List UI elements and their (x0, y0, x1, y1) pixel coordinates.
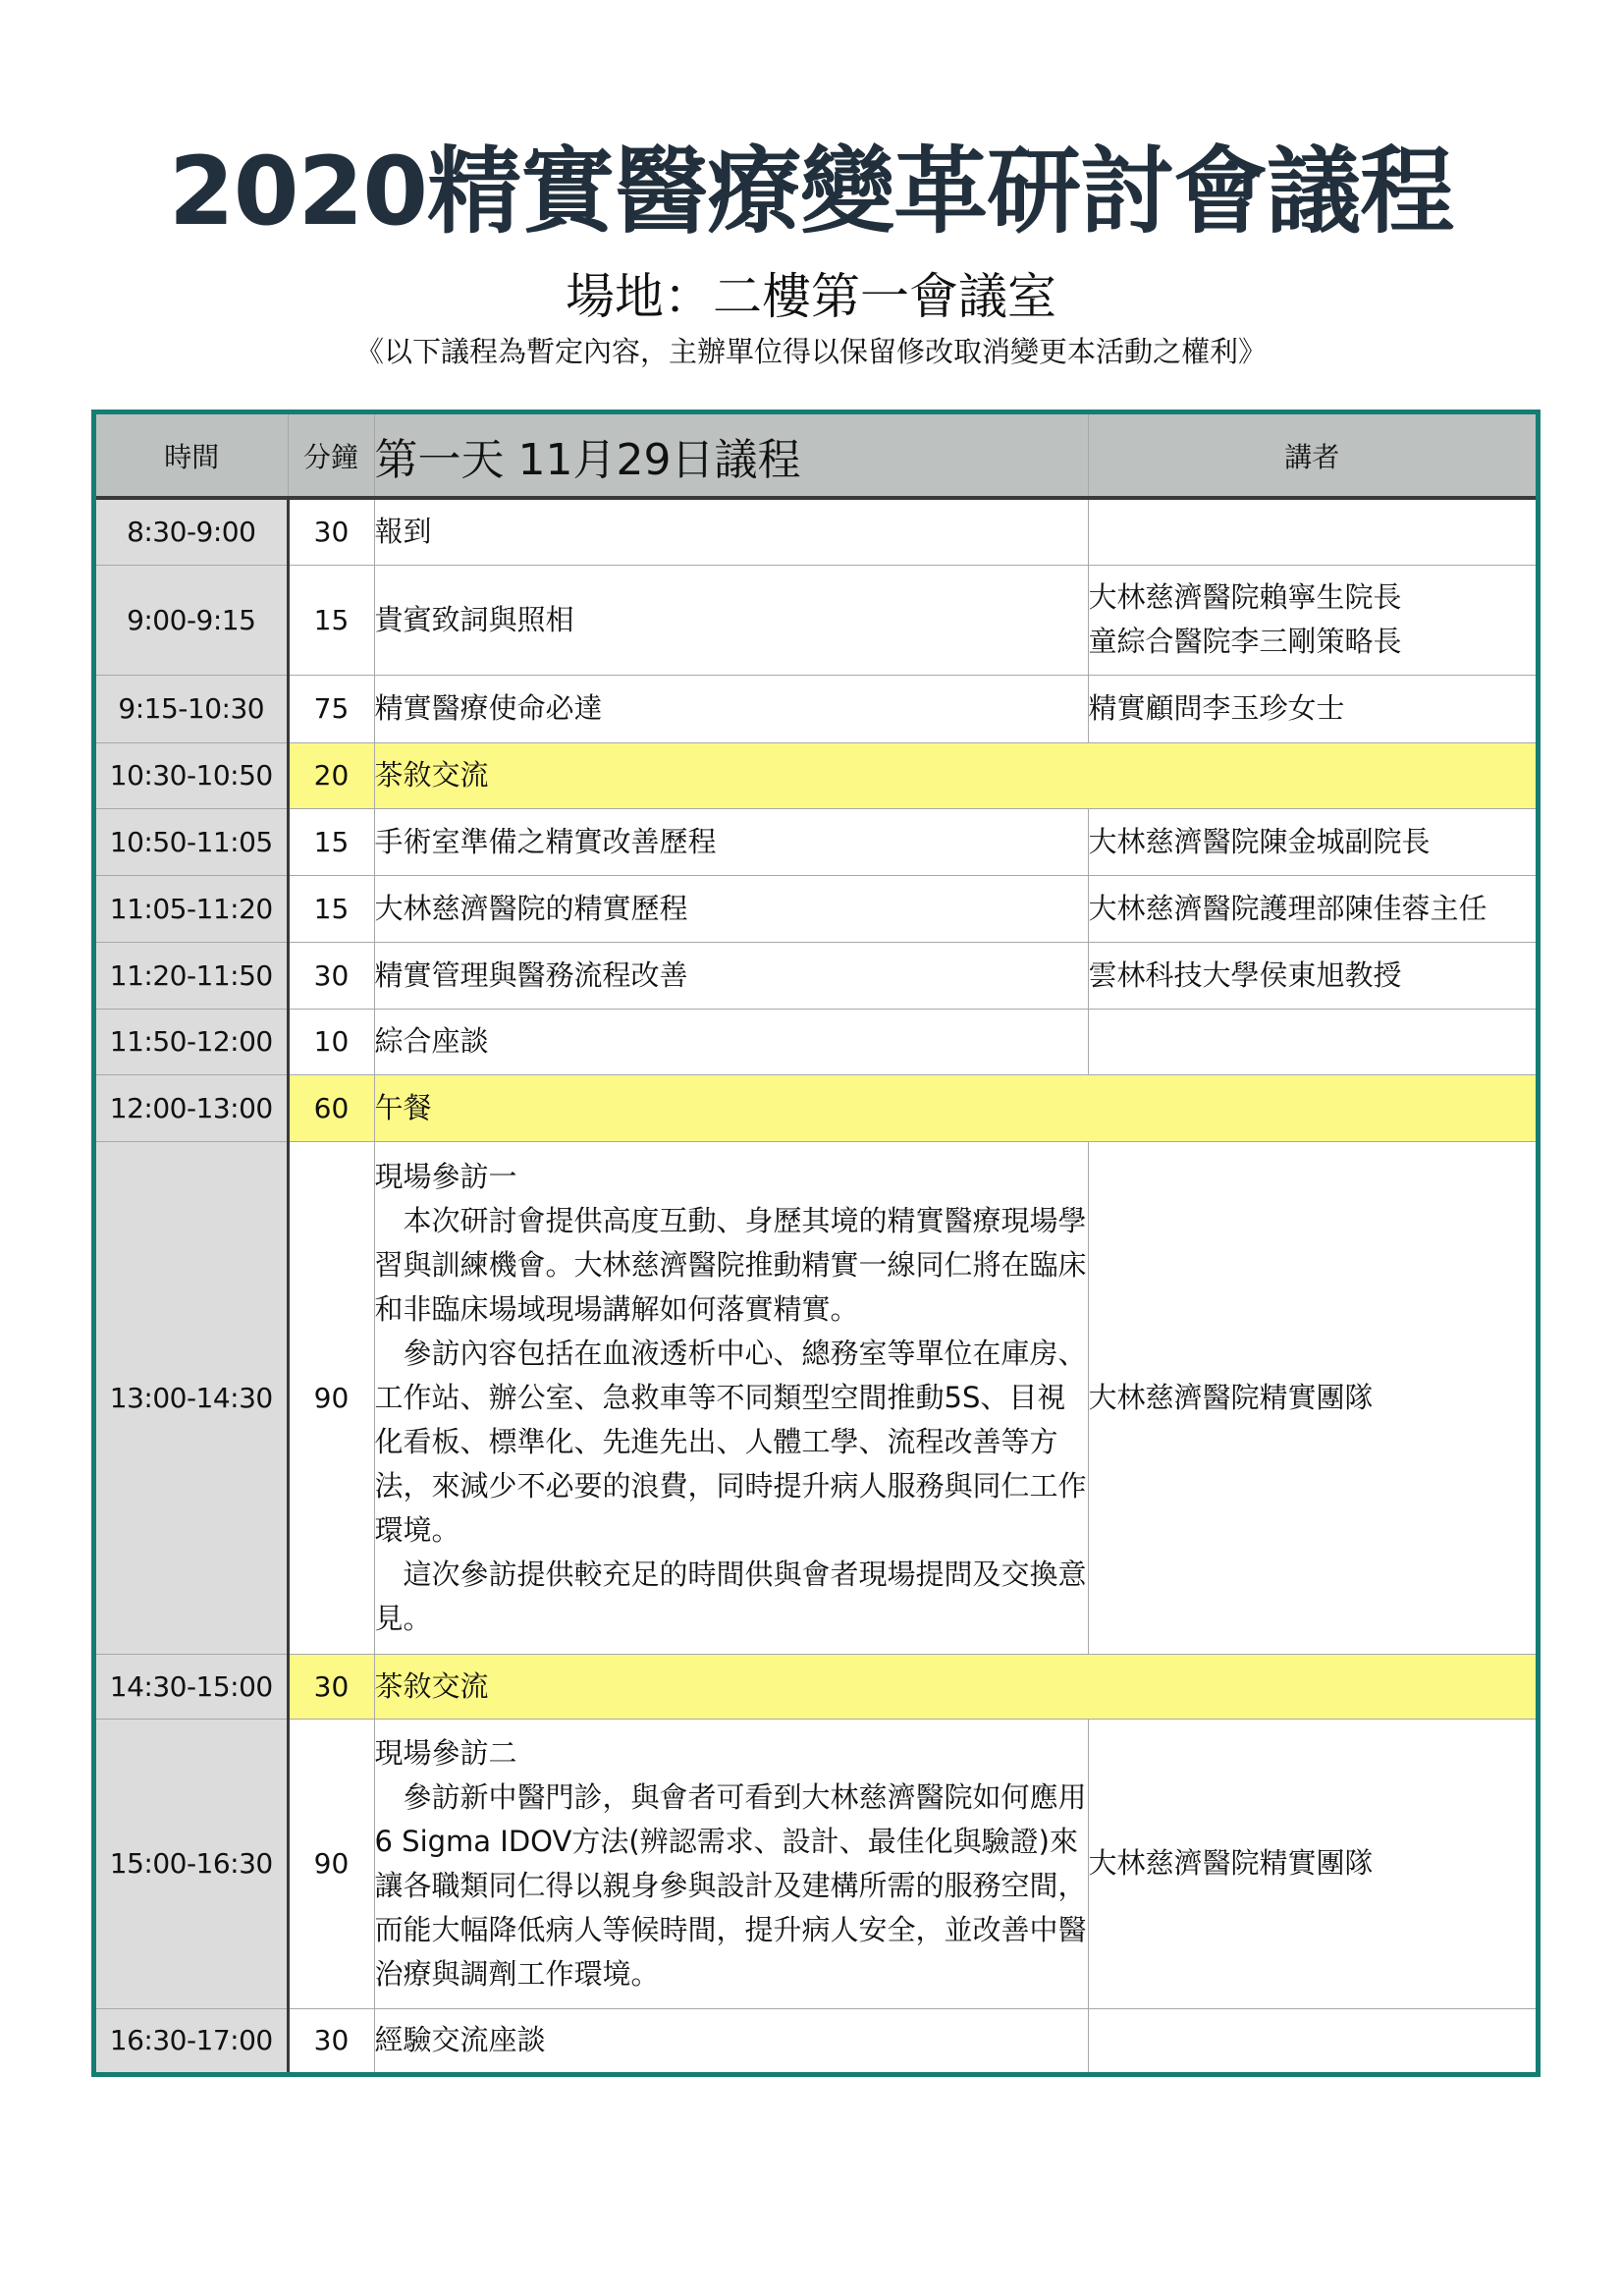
session-description: 參訪新中醫門診，與會者可看到大林慈濟醫院如何應用6 Sigma IDOV方法(辨認需求、設計、最佳化與驗證)來讓各職類同仁得以親身參與設計及建構所需的服務空間，而能大幅降低病人等候時間，提升病人安全，並改善中醫治療與調劑工作環境。 (374, 1779, 1087, 1991)
row-time: 13:00-14:30 (96, 1141, 288, 1654)
row-minutes: 15 (288, 565, 374, 675)
row-time: 9:15-10:30 (96, 675, 288, 742)
row-speaker (1088, 1009, 1536, 1074)
row-minutes: 30 (288, 498, 374, 565)
table-row (96, 1009, 1536, 1074)
row-time: 11:20-11:50 (96, 942, 288, 1009)
speaker-line: 童綜合醫院李三剛策略長 (1088, 625, 1402, 658)
row-speaker: 精實顧問李玉珍女士 (1088, 675, 1536, 742)
row-minutes: 20 (288, 742, 374, 808)
row-speaker (1088, 498, 1536, 565)
table-row (96, 808, 1536, 875)
session-description: 這次參訪提供較充足的時間供與會者現場提問及交換意見。 (374, 1557, 1087, 1635)
row-session: 茶敘交流 (374, 1654, 1536, 1719)
row-session (374, 1141, 1088, 1654)
header-time: 時間 (96, 414, 288, 498)
row-time: 10:30-10:50 (96, 742, 288, 808)
row-minutes: 75 (288, 675, 374, 742)
row-minutes: 60 (288, 1074, 374, 1141)
document-title: 2020精實醫療變革研討會議程 (168, 137, 1454, 246)
row-session: 精實醫療使命必達 (374, 675, 1088, 742)
table-row-break (96, 1074, 1536, 1141)
row-speaker: 大林慈濟醫院護理部陳佳蓉主任 (1088, 875, 1536, 942)
row-session: 貴賓致詞與照相 (374, 565, 1088, 675)
row-time: 9:00-9:15 (96, 565, 288, 675)
table-row (96, 942, 1536, 1009)
table-row (96, 565, 1536, 675)
header-session-day: 第一天 11月29日議程 (374, 414, 1088, 498)
row-speaker: 雲林科技大學侯東旭教授 (1088, 942, 1536, 1009)
agenda-table (96, 414, 1536, 2072)
table-row-break (96, 742, 1536, 808)
disclaimer-notice: 《以下議程為暫定內容，主辦單位得以保留修改取消變更本活動之權利》 (354, 335, 1267, 368)
row-session: 大林慈濟醫院的精實歷程 (374, 875, 1088, 942)
row-session: 手術室準備之精實改善歷程 (374, 808, 1088, 875)
row-session (374, 1719, 1088, 2008)
row-time: 16:30-17:00 (96, 2008, 288, 2072)
table-header-row (96, 414, 1536, 498)
speaker-line: 大林慈濟醫院賴寧生院長 (1088, 580, 1402, 614)
row-minutes: 90 (288, 1141, 374, 1654)
row-minutes: 10 (288, 1009, 374, 1074)
row-session: 茶敘交流 (374, 742, 1536, 808)
row-time: 15:00-16:30 (96, 1719, 288, 2008)
header-minutes: 分鐘 (288, 414, 374, 498)
row-speaker (1088, 565, 1536, 675)
header-speaker: 講者 (1088, 414, 1536, 498)
table-row-break (96, 1654, 1536, 1719)
row-minutes: 30 (288, 1654, 374, 1719)
row-time: 14:30-15:00 (96, 1654, 288, 1719)
table-row (96, 1141, 1536, 1654)
row-session: 報到 (374, 498, 1088, 565)
venue-subtitle: 場地：二樓第一會議室 (566, 268, 1056, 325)
row-session: 經驗交流座談 (374, 2008, 1088, 2072)
row-time: 11:50-12:00 (96, 1009, 288, 1074)
table-row (96, 675, 1536, 742)
row-minutes: 15 (288, 808, 374, 875)
table-row (96, 1719, 1536, 2008)
row-time: 12:00-13:00 (96, 1074, 288, 1141)
row-time: 8:30-9:00 (96, 498, 288, 565)
row-time: 10:50-11:05 (96, 808, 288, 875)
row-speaker: 大林慈濟醫院陳金城副院長 (1088, 808, 1536, 875)
row-speaker (1088, 2008, 1536, 2072)
row-minutes: 30 (288, 942, 374, 1009)
row-time: 11:05-11:20 (96, 875, 288, 942)
row-session: 精實管理與醫務流程改善 (374, 942, 1088, 1009)
row-minutes: 15 (288, 875, 374, 942)
session-title: 現場參訪一 (374, 1159, 517, 1193)
row-session: 午餐 (374, 1074, 1536, 1141)
table-row (96, 498, 1536, 565)
row-speaker: 大林慈濟醫院精實團隊 (1088, 1141, 1536, 1654)
session-description: 本次研討會提供高度互動、身歷其境的精實醫療現場學習與訓練機會。大林慈濟醫院推動精實一線同仁將在臨床和非臨床場域現場講解如何落實精實。 (374, 1203, 1087, 1326)
row-speaker: 大林慈濟醫院精實團隊 (1088, 1719, 1536, 2008)
table-row (96, 2008, 1536, 2072)
session-title: 現場參訪二 (374, 1735, 517, 1770)
table-row (96, 875, 1536, 942)
row-minutes: 90 (288, 1719, 374, 2008)
row-minutes: 30 (288, 2008, 374, 2072)
agenda-table-frame (91, 410, 1541, 2077)
row-session: 綜合座談 (374, 1009, 1088, 1074)
session-description: 參訪內容包括在血液透析中心、總務室等單位在庫房、工作站、辦公室、急救車等不同類型空間推動5S、目視化看板、標準化、先進先出、人體工學、流程改善等方法，來減少不必要的浪費，同時提升病人服務與同仁工作環境。 (374, 1336, 1087, 1547)
